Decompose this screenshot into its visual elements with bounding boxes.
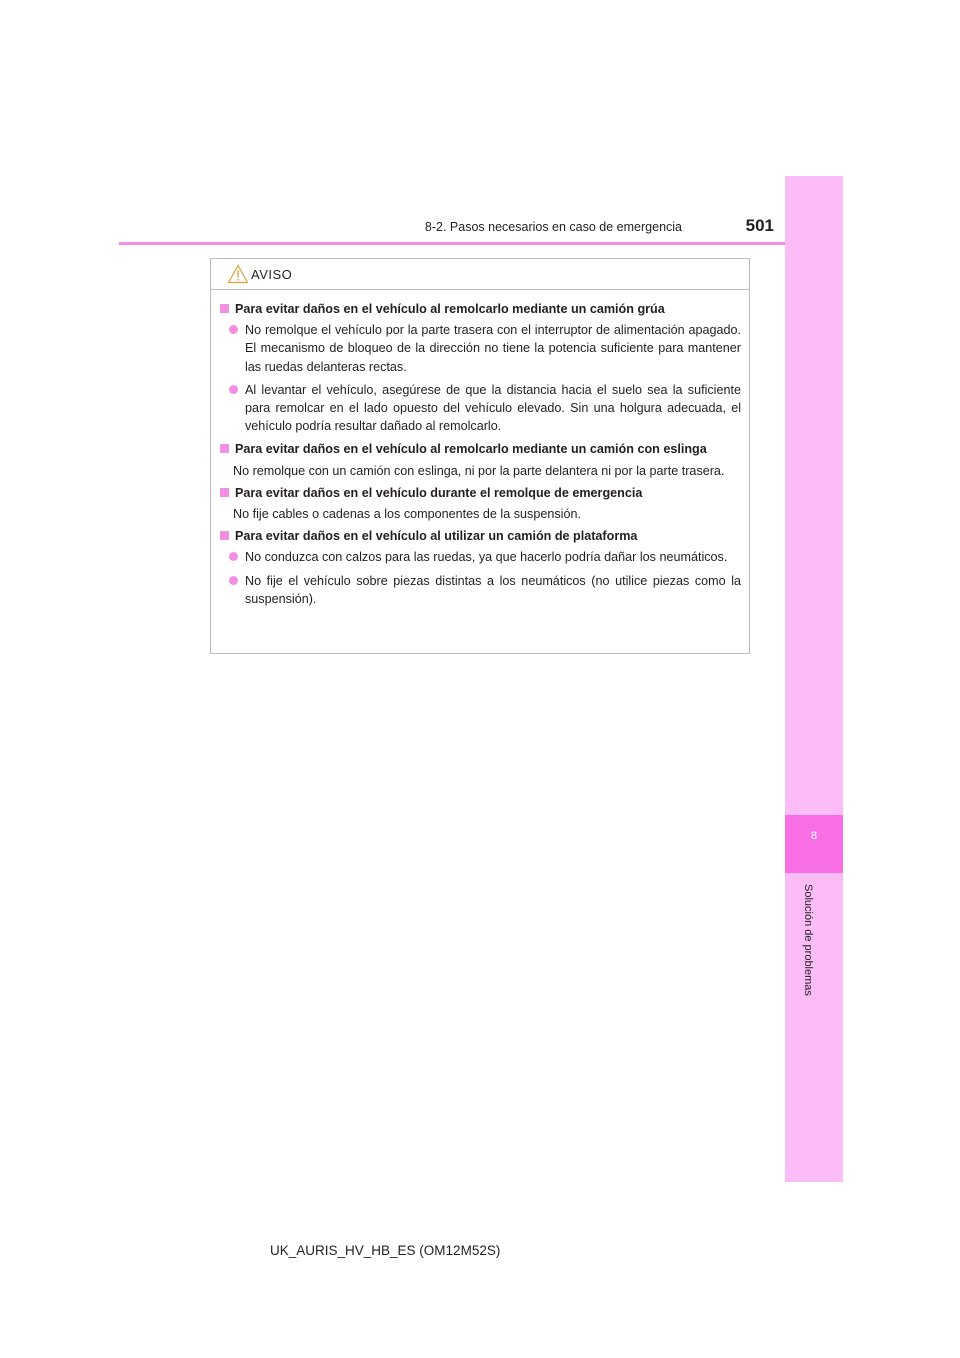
warning-section — [219, 527, 741, 608]
warning-section — [219, 300, 741, 435]
chapter-number: 8 — [810, 830, 818, 842]
round-bullet-icon — [229, 325, 238, 334]
list-item — [229, 321, 741, 376]
section-text: No fije cables o cadenas a los componentes de la suspensión. — [233, 507, 581, 522]
section-heading-text: Para evitar daños en el vehículo al remolcarlo mediante un camión con eslinga — [235, 442, 707, 457]
warning-triangle-icon — [227, 264, 249, 284]
section-heading — [219, 484, 741, 502]
list-item — [229, 548, 741, 566]
warning-section — [219, 484, 741, 523]
warning-section — [219, 440, 741, 479]
section-heading-text: Para evitar daños en el vehículo al utilizar un camión de plataforma — [235, 529, 638, 544]
section-text: No remolque con un camión con eslinga, ni por la parte delantera ni por la parte trasera. — [233, 463, 725, 478]
list-item — [229, 381, 741, 436]
footer-model-code: UK_AURIS_HV_HB_ES (OM12M52S) — [270, 1243, 501, 1258]
square-bullet-icon — [220, 531, 229, 540]
warning-title: AVISO — [251, 266, 293, 282]
list-item-text: No fije el vehículo sobre piezas distintas a los neumáticos (no utilice piezas como la suspensión). — [245, 573, 741, 606]
header-rule — [119, 242, 842, 245]
square-bullet-icon — [220, 444, 229, 453]
list-item-text: No remolque el vehículo por la parte trasera con el interruptor de alimentación apagado. El mecanismo de bloqueo de la dirección no tiene la potencia suficiente para mantener las ruedas delanteras rectas. — [245, 323, 741, 374]
section-heading — [219, 300, 741, 318]
section-heading-text: Para evitar daños en el vehículo al remolcarlo mediante un camión grúa — [235, 302, 665, 316]
list-item — [229, 572, 741, 608]
section-heading — [219, 527, 741, 545]
side-chapter-tab[interactable] — [785, 176, 843, 1182]
section-heading-text: Para evitar daños en el vehículo durante el remolque de emergencia — [235, 485, 643, 500]
round-bullet-icon — [229, 552, 238, 561]
page-number: 501 — [745, 216, 774, 235]
chapter-number-block[interactable] — [785, 815, 843, 873]
square-bullet-icon — [220, 304, 229, 313]
round-bullet-icon — [229, 385, 238, 394]
square-bullet-icon — [220, 488, 229, 497]
list-item-text: No conduzca con calzos para las ruedas, ya que hacerlo podría dañar los neumáticos. — [245, 550, 728, 565]
warning-box — [210, 258, 750, 654]
header-section-title: 8-2. Pasos necesarios en caso de emergencia — [424, 220, 682, 234]
list-item-text: Al levantar el vehículo, asegúrese de que la distancia hacia el suelo sea la suficiente para remolcar en el lado opuesto del vehículo elevado. Sin una holgura adecuada, el vehículo podría resultar dañado al remolcarlo. — [245, 382, 741, 434]
warning-content — [211, 290, 749, 608]
warning-header — [211, 259, 749, 290]
round-bullet-icon — [229, 576, 238, 585]
chapter-label: Solución de problemas — [802, 884, 814, 996]
section-heading — [219, 440, 741, 458]
